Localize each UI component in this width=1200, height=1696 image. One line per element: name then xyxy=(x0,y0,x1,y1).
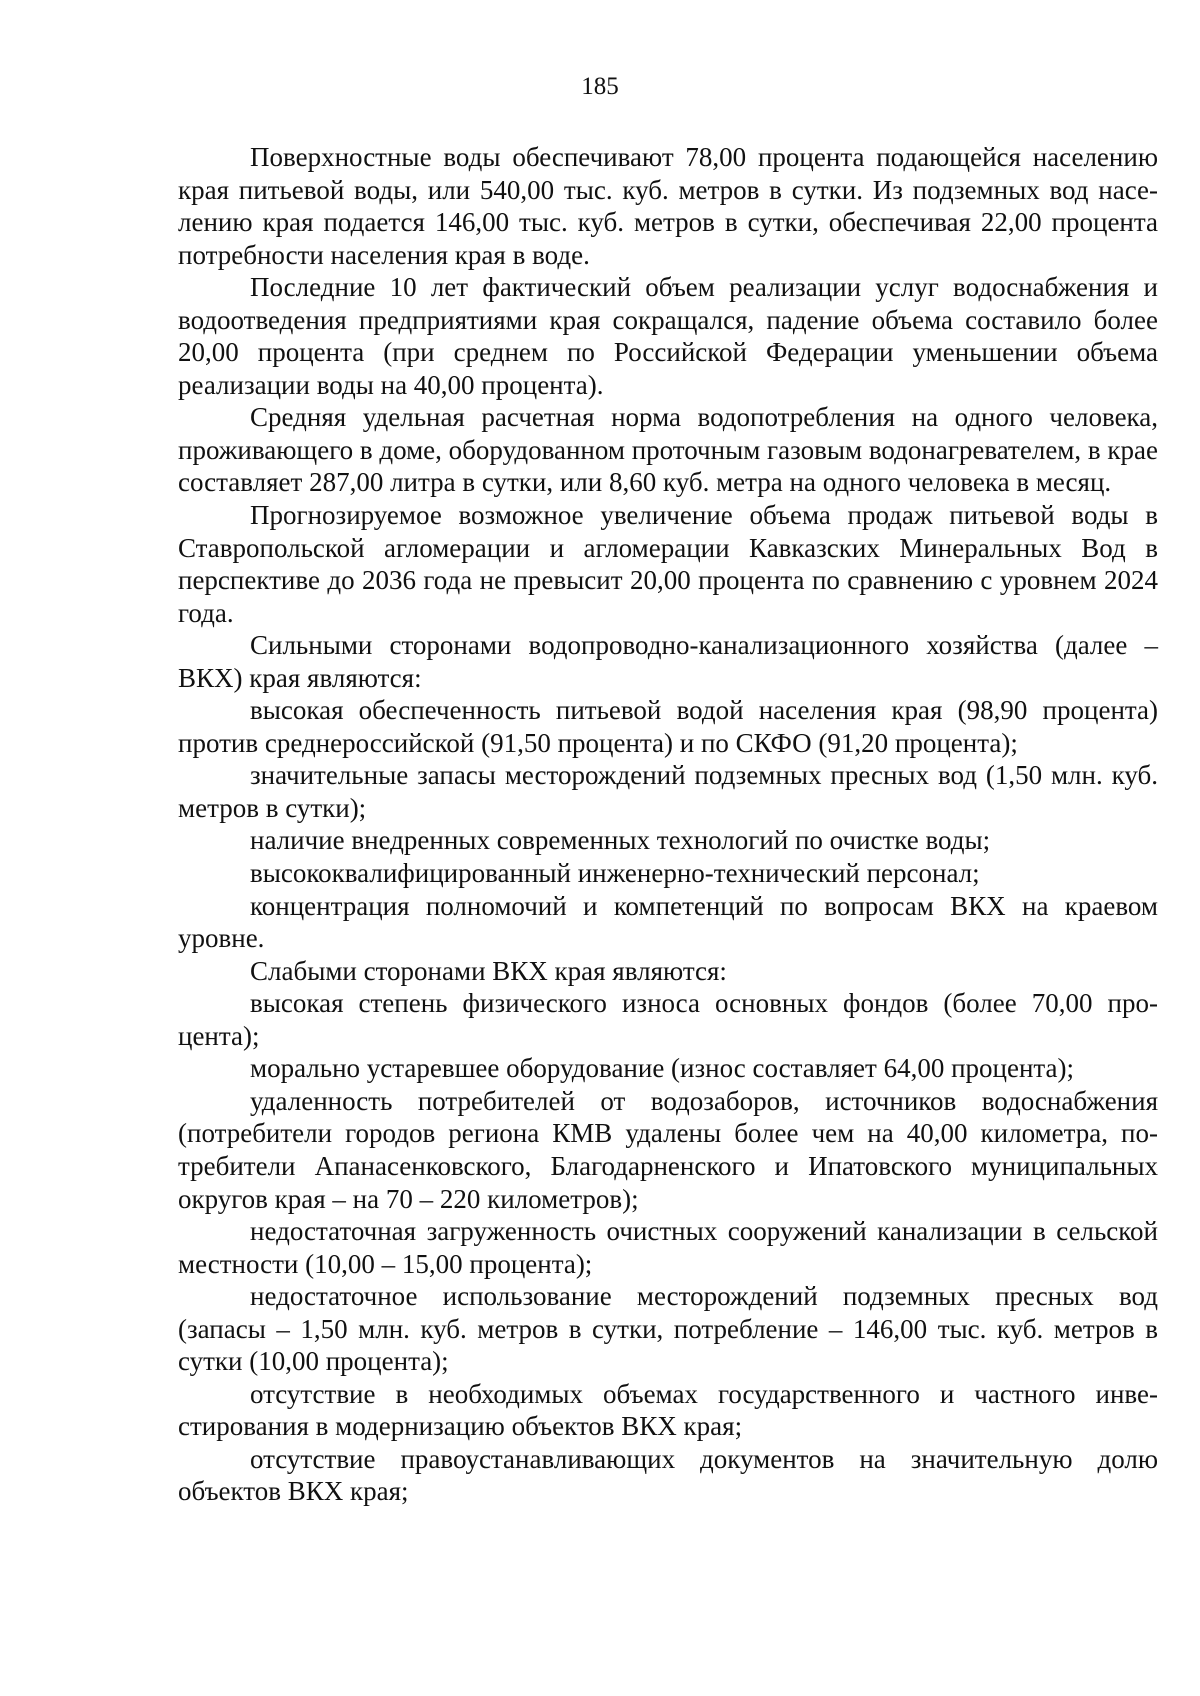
weakness-item: недостаточное использование месторождений подземных пресных вод (запасы – 1,50 млн. куб. метров в сутки, потребление – 146,00 тыс. куб. метров в сутки (10,00 процента); xyxy=(178,1281,1158,1377)
paragraph-surface-water: Поверхностные воды обеспечивают 78,00 процента подающейся населению края питьевой воды, или 540,00 тыс. куб. метров в сутки. Из подземных вод населению края подается 146,00 тыс. куб. метров в сутки, обеспечивая 22,00 процента потребности населения края в воде. xyxy=(178,142,1158,270)
page-number: 185 xyxy=(581,73,619,100)
weakness-item: морально устаревшее оборудование (износ составляет 64,00 процента); xyxy=(250,1053,1075,1084)
strength-item: наличие внедренных современных технологий по очистке воды; xyxy=(250,825,991,856)
strength-item: высокая обеспеченность питьевой водой населения края (98,90 процента) против среднероссийской (91,50 процента) и по СКФО (91,20 процента); xyxy=(178,695,1158,758)
paragraph-sales-decline: Последние 10 лет фактический объем реализации услуг водоснабжения и водоотведения предприятиями края сокращался, падение объема составило более 20,00 процента (при среднем по Российской Федерации уменьшении объема реализации воды на 40,00 процента). xyxy=(178,272,1158,400)
paragraph-consumption-norm: Средняя удельная расчетная норма водопотребления на одного человека, проживающего в доме, оборудованном проточным газовым водонагревателем, в крае составляет 287,00 литра в сутки, или 8,60 куб. метра на одного человека в месяц. xyxy=(178,402,1158,498)
paragraph-strengths-intro: Сильными сторонами водопроводно-канализационного хозяйства (далее – ВКХ) края являются: xyxy=(178,630,1158,693)
weakness-item: высокая степень физического износа основных фондов (более 70,00 процента); xyxy=(178,988,1158,1051)
paragraph-weaknesses-intro: Слабыми сторонами ВКХ края являются: xyxy=(250,955,727,986)
strength-item: высококвалифицированный инженерно-технический персонал; xyxy=(250,858,980,889)
weakness-item: недостаточная загруженность очистных сооружений канализации в сельской местности (10,00 – 15,00 процента); xyxy=(178,1216,1158,1279)
strength-item: значительные запасы месторождений подземных пресных вод (1,50 млн. куб. метров в сутки); xyxy=(178,760,1158,823)
document-body xyxy=(178,141,1158,1508)
paragraph-forecast: Прогнозируемое возможное увеличение объема продаж питьевой воды в Ставропольской агломерации и агломерации Кавказских Минеральных Вод в перспективе до 2036 года не превысит 20,00 процента по сравнению с уровнем 2024 года. xyxy=(178,500,1158,628)
weakness-item: отсутствие правоустанавливающих документов на значительную долю объектов ВКХ края; xyxy=(178,1443,1158,1507)
weakness-item: отсутствие в необходимых объемах государственного и частного инвестирования в модернизацию объектов ВКХ края; xyxy=(178,1378,1158,1442)
weakness-item: удаленность потребителей от водозаборов, источников водоснабжения (потребители городов региона КМВ удалены более чем на 40,00 километра, потребители Апанасенковского, Благодарненского и Ипатовского муниципальных округов края – на 70 – 220 километров); xyxy=(178,1085,1158,1214)
strength-item: концентрация полномочий и компетенций по вопросам ВКХ на краевом уровне. xyxy=(178,890,1158,954)
